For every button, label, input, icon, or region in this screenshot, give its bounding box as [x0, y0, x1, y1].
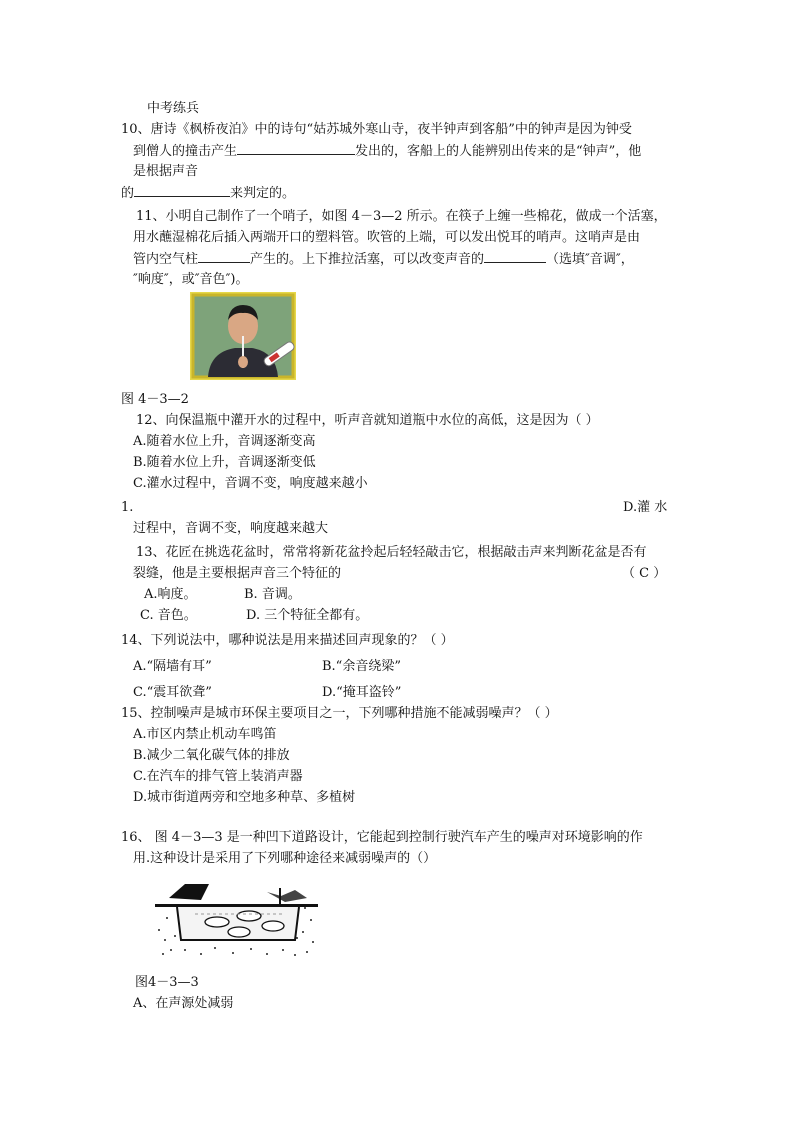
figure-caption: 图4－3—3: [135, 975, 199, 990]
q10-line2-a: 到僧人的撞击产生: [133, 144, 238, 159]
q12-option-c[interactable]: C.灌水过程中，音调不变，响度越来越小: [133, 476, 368, 491]
q15-stem: 15、控制噪声是城市环保主要项目之一，下列哪种措施不能减弱噪声？（ ）: [121, 706, 558, 721]
q11-line3: [133, 249, 634, 270]
q12-stem: 12、向保温瓶中灌开水的过程中，听声音就知道瓶中水位的高低，这是因为（ ）: [136, 413, 599, 428]
answer-blank[interactable]: [484, 249, 546, 263]
sunken-road-figure: [155, 878, 318, 958]
q15-option-d[interactable]: D.城市街道两旁和空地多种草、多植树: [133, 790, 356, 805]
q16-line2: 用.这种设计是采用了下列哪种途径来减弱噪声的（）: [133, 851, 437, 866]
whistle-photo: [190, 292, 296, 380]
answer-blank[interactable]: [237, 141, 355, 155]
q12-option-b[interactable]: B.随着水位上升，音调逐渐变低: [133, 455, 316, 470]
q13-answer: （ C ）: [622, 566, 667, 581]
q16-line1: 16、 图 4－3—3 是一种凹下道路设计，它能起到控制行驶汽车产生的噪声对环境影响的作: [121, 830, 643, 845]
q14-option-a[interactable]: A.“隔墙有耳”: [133, 659, 212, 674]
q10-line2: [133, 141, 641, 162]
q14-option-c[interactable]: C.“震耳欲聋”: [133, 685, 212, 700]
q10-line1: 10、唐诗《枫桥夜泊》中的诗句“姑苏城外寒山寺，夜半钟声到客船”中的钟声是因为钟受: [121, 122, 632, 137]
q13-line1: 13、花匠在挑选花盆时，常常将新花盆拎起后轻轻敲击它，根据敲击声来判断花盆是否有: [136, 545, 647, 560]
q15-option-b[interactable]: B.减少二氧化碳气体的排放: [133, 748, 290, 763]
q12-option-d[interactable]: D.灌 水: [623, 500, 668, 515]
q15-option-c[interactable]: C.在汽车的排气管上装消声器: [133, 769, 303, 784]
q11-line2: 用水蘸湿棉花后插入两端开口的塑料管。吹管的上端，可以发出悦耳的哨声。这哨声是由: [133, 230, 641, 245]
q14-option-d[interactable]: D.“掩耳盗铃”: [322, 685, 402, 700]
q13-line2: 裂缝，他是主要根据声音三个特征的: [133, 566, 342, 581]
q13-option-d[interactable]: D. 三个特征全都有。: [246, 608, 369, 623]
q12-option-a[interactable]: A.随着水位上升，音调逐渐变高: [133, 434, 316, 449]
q15-option-a[interactable]: A.市区内禁止机动车鸣笛: [133, 727, 277, 742]
answer-blank[interactable]: [134, 183, 230, 197]
q11-line3-b: 产生的。上下推拉活塞，可以改变声音的: [250, 252, 485, 267]
q14-option-b[interactable]: B.“余音绕梁”: [322, 659, 401, 674]
q12-option-d-cont: 过程中，音调不变，响度越来越大: [133, 521, 329, 536]
q10-line3: 是根据声音: [133, 164, 199, 179]
q16-option-a[interactable]: A、在声源处减弱: [133, 996, 234, 1011]
figure-caption: 图 4－3—2: [121, 392, 189, 407]
q14-stem: 14、下列说法中，哪种说法是用来描述回声现象的？（ ）: [121, 633, 454, 648]
q11-line3-c: （选填″音调″，: [546, 252, 634, 267]
q13-option-a[interactable]: A.响度。: [144, 587, 197, 602]
answer-blank[interactable]: [198, 249, 250, 263]
q10-line4-a: 的: [121, 186, 135, 201]
q10-line4: [121, 183, 295, 204]
q11-line1: 11、小明自己制作了一个哨子，如图 4－3—2 所示。在筷子上缠一些棉花，做成一个活塞，: [136, 209, 667, 224]
list-number: 1.: [121, 500, 134, 515]
section-title: 中考练兵: [147, 101, 200, 116]
q11-line3-a: 管内空气柱: [133, 252, 199, 267]
q13-option-b[interactable]: B. 音调。: [244, 587, 301, 602]
q10-line2-b: 发出的，客船上的人能辨别出传来的是“钟声”，他: [355, 144, 642, 159]
q13-option-c[interactable]: C. 音色。: [140, 608, 197, 623]
q10-line4-b: 来判定的。: [230, 186, 296, 201]
q11-line4: ″响度″，或″音色″)。: [133, 272, 249, 287]
